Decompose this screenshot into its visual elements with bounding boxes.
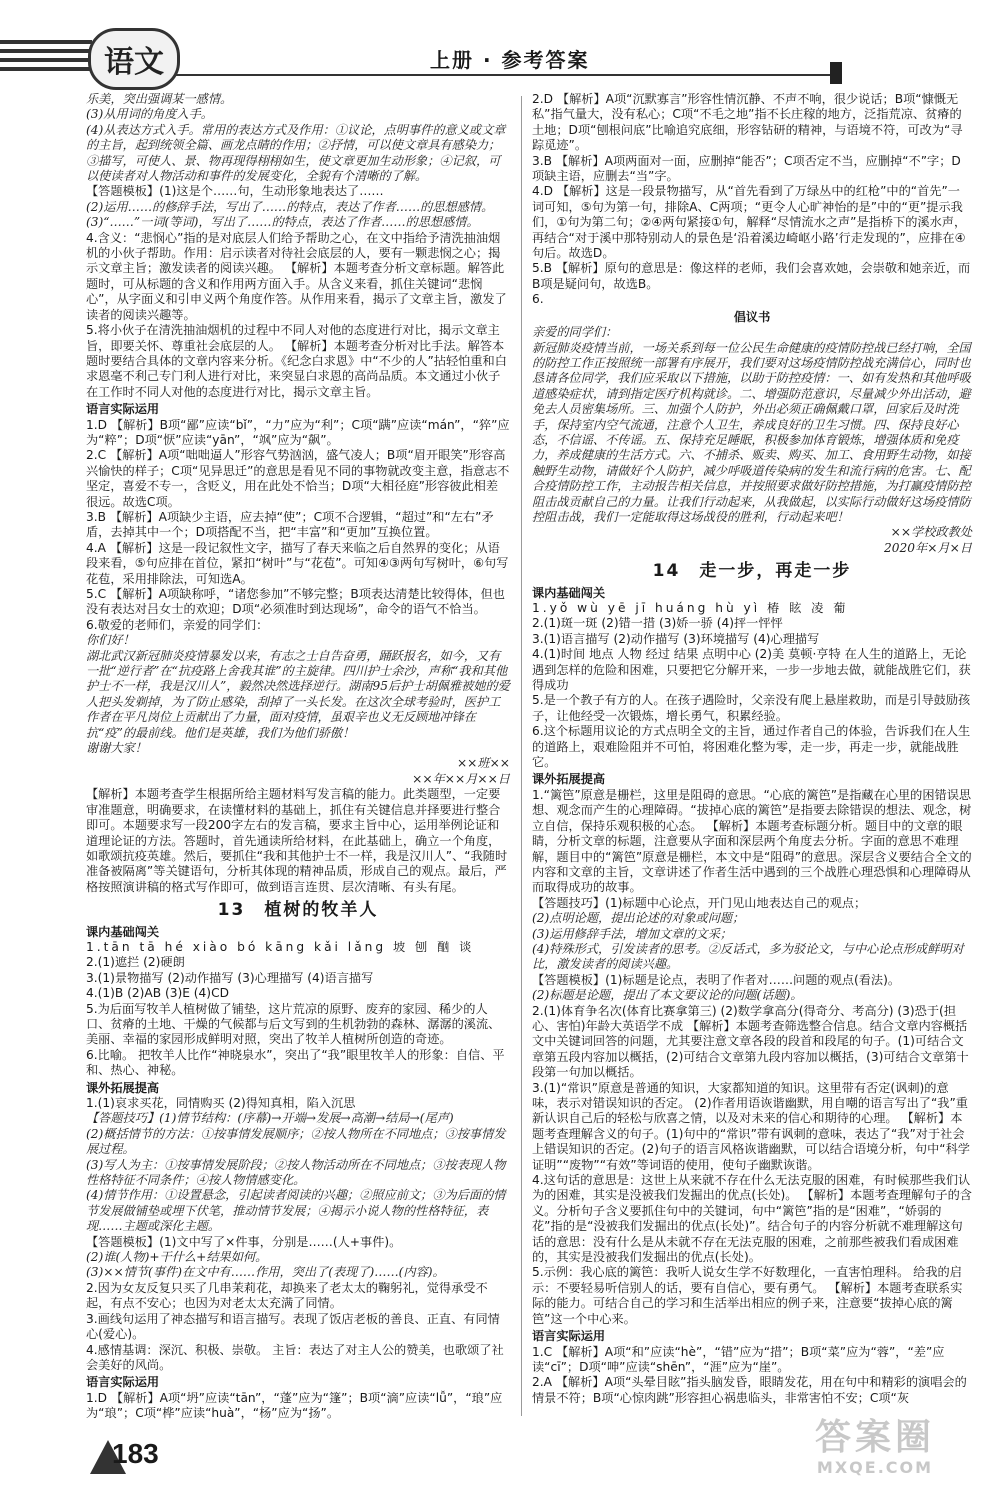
answer-paragraph: 6.: [532, 292, 544, 307]
answer-paragraph: 3.(1)“常识”原意是普通的知识，大家都知道的知识。这里带有否定(讽刺)的意味，表示对错误知识的否定。 (2)作者用语诙谐幽默，用自嘲的语言写出了“我”重新认识自己后的轻松与欣喜之情，以及对未来的信心和期待的心理。 【解析】本题考查理解含义的句子。(1)句中的“常识”带有讽刺的意味，表达了“我”对于社会上错误知识的否定。(2)句子的语言风格诙谐幽默，可以结合语境分析，句中“科学证明”“废物”“有效”等词语的使用，使句子幽默诙谐。: [532, 1080, 970, 1172]
handwritten-line: (2)运用……的修辞手法，写出了……的特点，表达了作者……的思想感情。: [86, 199, 494, 214]
answer-paragraph: 3.(1)景物描写 (2)动作描写 (3)心理描写 (4)语言描写: [86, 970, 374, 985]
header-stripes: [0, 40, 92, 76]
handwritten-line: 你们好！: [86, 633, 135, 648]
answer-paragraph: 3.(1)语言描写 (2)动作描写 (3)环境描写 (4)心理描写: [532, 631, 820, 646]
pinyin-line: 1.tān tā hé xiào bó kāng kǎi lǎng 坡 刨 酗 谈: [86, 939, 475, 954]
watermark-logo-text: 答案圈: [814, 1417, 935, 1458]
signature-line: ××年××月××日: [412, 771, 510, 786]
handwritten-line: 【答题技巧】(1)情节结构：(序幕)→开端→发展→高潮→结局→(尾声): [86, 1111, 454, 1126]
answer-paragraph: 5.是一个教子有方的人。在孩子遇险时，父亲没有爬上悬崖救助，而是引导鼓励孩子，让他经受一次锻炼，增长勇气，积累经验。: [532, 693, 971, 723]
answer-paragraph: 6.敬爱的老师们，亲爱的同学们：: [86, 617, 269, 632]
answer-paragraph: 3.B 【解析】A项两面对一面，应删掉“能否”；C项否定不当，应删掉“不”字；D项缺主语，应删去“当”字。: [532, 153, 961, 184]
watermark-url: MXQE.COM: [816, 1458, 934, 1477]
section-heading: 课外拓展提高: [86, 1080, 160, 1095]
answer-paragraph: 1.D 【解析】B项“鄙”应读“bǐ”，“力”应为“利”；C项“蹒”应读“mán”，“猝”应为“粹”；D项“恹”应读“yān”，“飒”应为“飙”。: [86, 417, 510, 447]
handwritten-line: 湖北武汉新冠肺炎疫情暴发以来，有志之士自告奋勇，踊跃报名，如今，又有一批“逆行者”在“抗疫路上舍我其谁”的主旋律。四川护士余沙，声称“我和其他护士不一样，我是汉川人”，毅然决然选择逆行。湖南95后护士胡佩雅被她的爱人把头发剃掉，为了防止感染，刮掉了一头长发。在这次全球考验时，医护工作者在平凡岗位上贡献出了力量，面对疫情，虽艰辛也义无反顾地冲锋在抗“疫”的最前线。他们是英雄，我们为他们骄傲！: [86, 648, 510, 740]
handwritten-line: (3)写人为主：①按事情发展阶段；②按人物活动所在不同地点；③按表现人物性格特征不同条件；④按人物情感变化。: [86, 1157, 506, 1188]
lesson-title: 13 植树的牧羊人: [217, 900, 379, 921]
handwritten-line: (4)情节作用：①设置悬念，引起读者阅读的兴趣；②照应前文；③为后面的情节发展做铺垫或埋下伏笔，推动情节发展；④揭示小说人物的性格特征，表现……主题或深化主题。: [86, 1188, 506, 1234]
signature-line: 2020年×月×日: [883, 540, 972, 555]
answer-paragraph: 2.D 【解析】A项“沉默寡言”形容性情沉静、不声不响，很少说话；B项“慷慨无私”指气量大，没有私心；C项“不毛之地”指不长庄稼的地方，泛指荒凉、贫瘠的土地；D项“刨根问底”比喻追究底细，形容钻研的精神，与语境不符，可改为“寻踪觅迹”。: [532, 92, 963, 153]
pinyin-line: 1.yǒ wù yē jī huáng hù yì 椿 眩 凌 葡: [532, 601, 849, 615]
section-heading: 课外拓展提高: [532, 772, 606, 787]
handwritten-line: 新冠肺炎疫情当前，一场关系到每一位公民生命健康的疫情防控战已经打响，全国的防控工作正按照统一部署有序展开，我们要对这场疫情防控战充满信心，同时也恳请各位同学，我们应采取以下措施，以助于防控疫情：一、如有发热和其他呼吸道感染症状，请到指定医疗机构就诊。二、增强防范意识，尽量减少外出活动，避免去人员密集场所。三、加强个人防护，外出必须正确佩戴口罩，回家后及时洗手，保持室内空气流通，注意个人卫生，养成良好的卫生习惯。四、保持良好心态，不信谣、不传谣。五、保持充足睡眠，积极参加体育锻炼，增强体质和免疫力，养成健康的生活方式。六、不捕杀、贩卖、购买、加工、食用野生动物，如接触野生动物，请做好个人防护，减少呼吸道传染病的发生和流行病的危害。七、配合疫情防控工作，主动报告相关信息，并按照要求做好防控措施，为打赢疫情防控阻击战贡献自己的力量。让我们行动起来，从我做起，以实际行动做好这场疫情防控阻击战，我们一定能取得这场战役的胜利，行动起来吧！: [532, 340, 971, 524]
answer-paragraph: 2.(1)斑一斑 (2)错一措 (3)娇一骄 (4)抨一怦怦: [532, 616, 783, 631]
answer-paragraph: 4.感情基调：深沉、积极、崇敬。 主旨：表达了对主人公的赞美，也歌颂了社会美好的风尚。: [86, 1342, 504, 1372]
answer-paragraph: 2.因为女友反复只买了几串茉莉花，却换来了老太太的鞠躬礼，觉得承受不起，有点不安心；也因为对老太太充满了同情。: [86, 1280, 488, 1311]
answer-paragraph: 4.(1)B (2)AB (3)E (4)CD: [86, 986, 229, 1001]
section-heading: 语言实际运用: [532, 1329, 606, 1344]
answer-paragraph: 5.为后面写牧羊人植树做了铺垫，这片荒凉的原野、废弃的家园、稀少的人口、贫瘠的土地、干燥的气候都与后文写到的生机勃勃的森林、潺潺的溪流、美丽、幸福的家园形成鲜明对照，突出了牧羊人植树所创造的奇迹。: [86, 1001, 501, 1047]
answer-paragraph: 【答题模板】(1)这是个……句，生动形象地表达了……: [86, 184, 384, 199]
handwritten-line: (2)标题是论题，提出了本文要议论的问题(话题)。: [532, 988, 803, 1003]
column-divider: [521, 96, 522, 1416]
answer-paragraph: 1.D 【解析】A项“坍”应读“tān”，“蓬”应为“篷”；B项“滴”应读“lǚ”，“琅”应为“琅”；C项“桦”应读“huà”，“杨”应为“扬”。: [86, 1390, 503, 1421]
answer-paragraph: 6.这个标题用议论的方式点明全文的主旨，通过作者自己的体验，告诉我们在人生的道路上，艰难险阻并不可怕，将困难化整为零，走一步，再走一步，就能战胜它。: [532, 724, 971, 770]
handwritten-line: (3)运用修辞手法，增加文章的文采；: [532, 926, 733, 941]
answer-paragraph: 1.“篱笆”原意是栅栏，这里是阻碍的意思。“心底的篱笆”是指藏在心里的困错误思想、观念而产生的心理障碍。“拔掉心底的篱笆”是指要去除错误的想法、观念，树立自信，保持乐观积极的心态。 【解析】本题考查标题分析。题目中的文章的眼睛，分析文章的标题，注意要从字面和深层两个角度去分析。字面的意思不难理解，题目中的“篱笆”原意是栅栏，本文中是“阻碍”的意思。深层含义要结合全文的内容和文章的主旨，文章讲述了作者生活中遇到的三个战胜心理恐惧和心理障碍从而取得成功的故事。: [532, 787, 972, 895]
signature-line: ××班××: [456, 756, 510, 771]
answer-paragraph: 【答题技巧】(1)标题中心论点，开门见山地表达自己的观点；: [532, 895, 867, 910]
answer-paragraph: 3.B 【解析】A项缺少主语，应去掉“使”；C项不合逻辑，“超过”和“左右”矛盾，去掉其中一个；D项搭配不当，把“丰富”和“更加”互换位置。: [86, 509, 494, 540]
section-heading: 课内基础闯关: [532, 585, 606, 600]
answer-paragraph: 1.(1)哀求买花，同情购买 (2)得知真相，陷入沉思: [86, 1096, 356, 1110]
answer-paragraph: 4.D 【解析】这是一段景物描写，从“首先看到了万绿丛中的红枪”中的“首先”一词可知，⑤句为第一句，排除A、C两项；“更令人心旷神怡的是”中的“更”提示我们，①句为第二句；②④两句紧接①句，解释“尽情流水之声”是指桥下的溪水声，再结合“对于溪中那特别动人的景色是‘沿着溪边崎岖小路’行走发现的”，应排在④句后。故选D。: [532, 184, 967, 261]
handwritten-line: (4)从表达方式入手。常用的表达方式及作用：①议论，点明事件的意义或文章的主旨，起到统领全篇、画龙点睛的作用；②抒情，可以使文章具有感染力；③描写，可使人、景、物再现得栩栩如生，使文章更加生动形象；④记叙，可以使读者对人物活动和事件的发展变化，全貌有个清晰的了解。: [86, 122, 506, 184]
handwritten-line: (2)谁(人物)+干什么+结果如何。: [86, 1250, 268, 1265]
lesson-title: 14 走一步，再走一步: [652, 561, 852, 582]
answer-paragraph: 5.C 【解析】A项缺称呼，“诸您参加”不够完整；B项表达清楚比较得体，但也没有表达对吕女士的欢迎；D项“必须准时到达现场”，命令的语气不恰当。: [86, 587, 505, 617]
answer-paragraph: 4.这句话的意思是：这世上从来就不存在什么无法克服的困难，有时候那些我们认为的困难，其实是没被我们发掘出的优点(长处)。 【解析】本题考查理解句子的含义。分析句子含义要抓住句中的关键词，句中“篱笆”指的是“困难”，“娇弱的花”指的是“没被我们发掘出的优点(长处)”。结合句子的内容分析就不难理解这句话的意思：没有什么是从未就不存在无法克服的困难，之前那些被我们看成困难的，其实是没被我们发掘出的优点(长处)。: [532, 1173, 972, 1265]
answer-paragraph: 5.示例：我心底的篱笆：我听人说女生学不好数理化，一直害怕理科。 给我的启示：不要轻易听信别人的话，要有自信心，要有勇气。 【解析】本题考查联系实际的能力。可结合自己的学习和生活举出相应的例子来，注意要“拔掉心底的篱笆”这一个中心来。: [532, 1265, 963, 1326]
answer-paragraph: 【答题模板】(1)文中写了×件事，分别是……(人+事件)。: [86, 1234, 402, 1249]
handwritten-line: (3)从用词的角度入手。: [86, 107, 213, 122]
answer-paragraph: 6.比喻。 把牧羊人比作“神晓泉水”，突出了“我”眼里牧羊人的形象：自信、平和、热心、神秘。: [86, 1047, 505, 1078]
answer-paragraph: 2.(1)体育争名次(体育比赛拿第三) (2)数学拿高分(得奇分、考高分) (3)恐于(担心、害怕)年龄大英语学不成 【解析】本题考查筛选整合信息。结合文章内容概括文中关键词回答的问题，尤其要注意文章各段的段首和段尾的句子。(1)可结合文章第五段内容加以概括，(2)可结合文章第九段内容加以概括，(3)可结合文章第十段第一句加以概括。: [532, 1003, 969, 1080]
handwritten-line: (3)××情节(事件)在文中有……作用，突出了(表现了)……(内容)。: [86, 1265, 445, 1280]
answer-paragraph: 2.A 【解析】A项“头晕目眩”指头脑发昏，眼睛发花，用在句中和精彩的演唱会的情景不符；B项“心惊肉跳”形容担心祸患临头，非常害怕不安；C项“灰: [532, 1375, 967, 1405]
signature-line: ××学校政教处: [890, 525, 972, 540]
centered-heading: 倡议书: [733, 309, 771, 324]
answer-paragraph: 4.(1)时间 地点 人物 经过 结果 点明中心 (2)美 莫顿·亨特 在人生的道路上，无论遇到怎样的危险和困难，只要把它分解开来，一步一步地去做，就能战胜它们，获得成功: [532, 647, 971, 693]
left-column: [86, 92, 510, 1422]
page-header: [0, 0, 1000, 92]
handwritten-line: (2)点明论题，提出论述的对象或问题；: [532, 911, 745, 926]
page-title: 上册 · 参考答案: [430, 48, 590, 72]
answer-paragraph: 4.A 【解析】这是一段记叙性文字，描写了春天来临之后自然界的变化；从语段来看，⑤句应排在首位，紧扣“树叶”与“花苞”。可知④③两句写树叶，⑥句写花苞，采用排除法，可知选A。: [86, 540, 509, 586]
section-heading: 语言实际运用: [86, 402, 160, 417]
answer-paragraph: 【解析】本题考查学生根据所给主题材料写发言稿的能力。此类题型，一定要审准题意，明确要求，在读懂材料的基础上，抓住有关键信息并择要进行整合即可。本题要求写一段200字左右的发言稿，要求主旨中心，运用举例论证和道理论证的方法。答题时，首先通读所给材料，在此基础上，确立一个角度，如歌颂抗疫英雄。然后，要抓住“我和其他护士不一样，我是汉川人”、“我随时准备被隔离”等关键语句，分析其体现的精神品质，形成自己的观点。最后，严格按照演讲稿的格式写作即可，做到语言连贯、层次清晰、有头有尾。: [86, 787, 508, 894]
handwritten-line: 乐美，突出强调某一感情。: [86, 92, 233, 106]
header-rule: [176, 74, 830, 76]
right-column: [532, 92, 972, 1406]
handwritten-line: 谢谢大家！: [86, 741, 147, 756]
handwritten-line: 亲爱的同学们：: [532, 325, 618, 340]
page-number: 183: [112, 1438, 159, 1469]
header-block-mark: [830, 62, 842, 84]
answer-paragraph: 2.(1)遮拦 (2)硬朗: [86, 955, 185, 970]
answer-paragraph: 5.将小伙子在清洗抽油烟机的过程中不同人对他的态度进行对比，揭示文章主旨，即要关怀、尊重社会底层的人。 【解析】本题考查分析对比手法。解答本题时要结合具体的文章内容来分析。《纪念白求恩》中“不少的人”拈轻怕重和白求恩毫不利己专门利人进行对比，来突显白求恩的高尚品质。本文通过小伙子在工作时不同人对他的态度进行对比，揭示文章主旨。: [86, 323, 507, 399]
answer-paragraph: 1.C 【解析】A项“和”应读“hè”，“错”应为“措”；B项“菜”应为“蓉”，“差”应读“cī”；D项“呻”应读“shēn”，“涯”应为“崖”。: [532, 1344, 945, 1374]
subject-logo: 语文: [88, 28, 180, 90]
handwritten-line: (2)概括情节的方法：①按事情发展顺序；②按人物所在不同地点；③按事情发展过程。: [86, 1126, 506, 1157]
site-watermark: [780, 1418, 970, 1482]
handwritten-line: (4)特殊形式，引发读者的思考。②反话式，多为驳论文，与中心论点形成鲜明对比，激发读者的阅读兴趣。: [532, 941, 964, 972]
section-heading: 课内基础闯关: [86, 924, 160, 939]
answer-paragraph: 2.C 【解析】A项“咄咄逼人”形容气势汹汹，盛气凌人；B项“眉开眼笑”形容高兴愉快的样子；C项“见异思迁”的意思是看见不同的事物就改变主意，指意志不坚定，喜爱不专一，含贬义，用在此处不恰当；D项“大相径庭”形容彼此相差很远。故选C项。: [86, 448, 510, 509]
section-heading: 语言实际运用: [86, 1375, 160, 1390]
answer-paragraph: 【答题模板】(1)标题是论点，表明了作者对……问题的观点(看法)。: [532, 972, 901, 987]
answer-paragraph: 3.画线句运用了神态描写和语言描写。表现了饭店老板的善良、正直、有同情心(爱心)。: [86, 1311, 500, 1342]
answer-paragraph: 5.B 【解析】原句的意思是：像这样的老师，我们会喜欢她，会崇敬和她亲近，而B项是疑问句，故选B。: [532, 261, 971, 291]
answer-paragraph: 4.含义：“悲悯心”指的是对底层人们给予帮助之心，在文中指给予清洗抽油烟机的小伙子帮助。作用：启示读者对待社会底层的人，要有一颗悲悯之心；揭示文章主旨；激发读者的阅读兴趣。 【解析】本题考查分析文章标题。解答此题时，可从标题的含义和作用两方面入手。从含义来看，抓住关键词“悲悯心”，从字面义和引申义两个角度作答。从作用来看，揭示了文章主旨，激发了读者的阅读兴趣等。: [86, 230, 507, 322]
handwritten-line: (3)“……”一词(等词)，写出了……的特点，表达了作者……的思想感情。: [86, 215, 479, 230]
